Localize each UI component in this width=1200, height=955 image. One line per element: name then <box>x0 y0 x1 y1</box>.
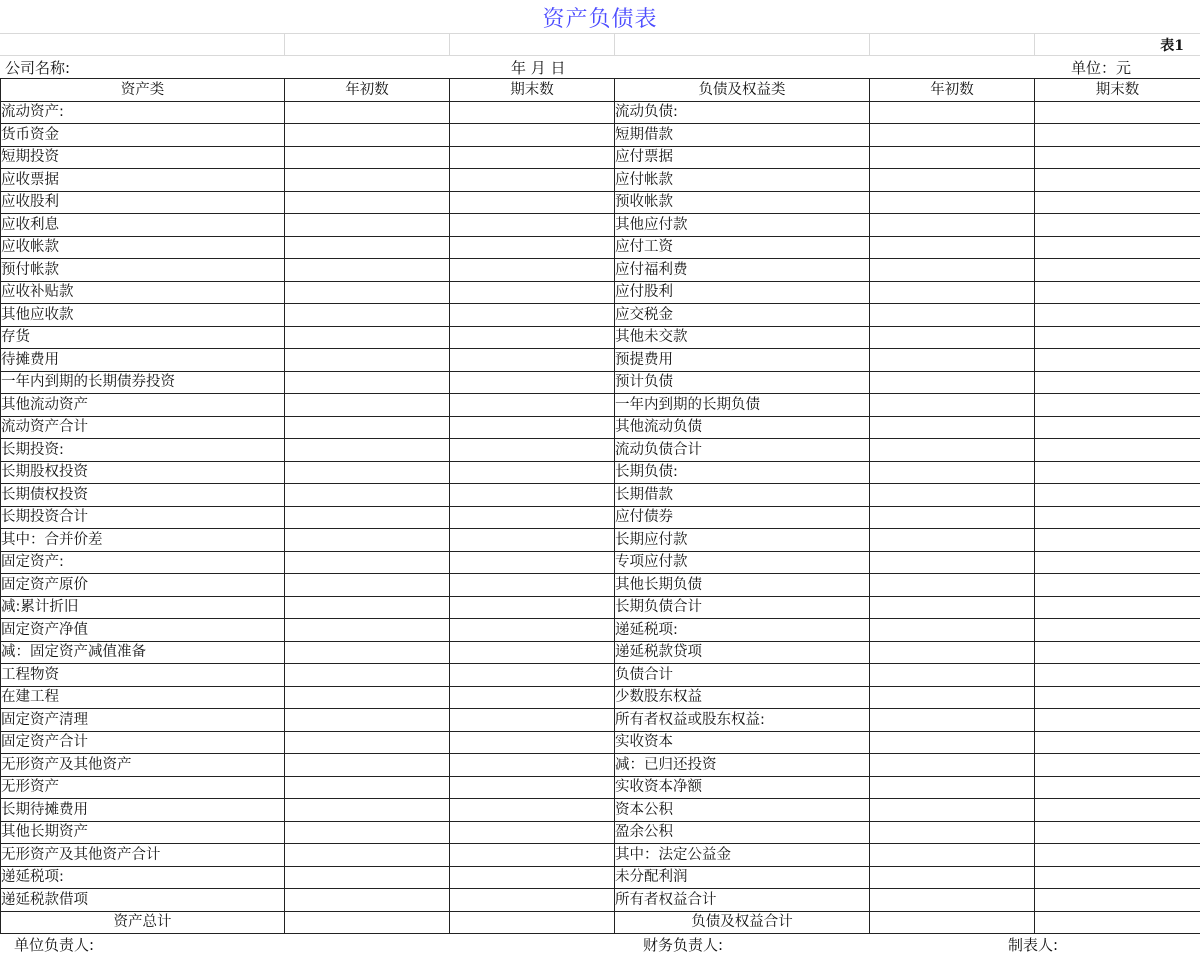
liability-begin-cell[interactable] <box>870 709 1035 732</box>
asset-begin-cell[interactable] <box>285 416 450 439</box>
table-row <box>1 529 1200 552</box>
asset-item-label: 递延税款借项 <box>1 889 285 912</box>
liability-item-label: 应付债券 <box>615 506 870 529</box>
liability-item-label: 其他流动负债 <box>615 416 870 439</box>
table-row <box>1 214 1200 237</box>
liability-item-label: 实收资本净额 <box>615 776 870 799</box>
liability-end-cell[interactable] <box>1035 866 1200 889</box>
table-number-row <box>0 33 1200 56</box>
asset-begin-cell[interactable] <box>285 349 450 372</box>
liability-end-cell[interactable] <box>1035 169 1200 192</box>
asset-begin-cell[interactable] <box>285 821 450 844</box>
liability-end-cell[interactable] <box>1035 371 1200 394</box>
liability-item-label: 应付帐款 <box>615 169 870 192</box>
asset-end-cell[interactable] <box>450 596 615 619</box>
liability-begin-cell[interactable] <box>870 439 1035 462</box>
asset-item-label: 长期投资合计 <box>1 506 285 529</box>
asset-end-cell[interactable] <box>450 371 615 394</box>
asset-end-cell[interactable] <box>450 866 615 889</box>
asset-item-label: 应收利息 <box>1 214 285 237</box>
header-liab-begin: 年初数 <box>870 79 1035 102</box>
liability-item-label: 减：已归还投资 <box>615 754 870 777</box>
asset-begin-cell[interactable] <box>285 776 450 799</box>
assets-total-end-cell[interactable] <box>450 911 615 934</box>
asset-item-label: 无形资产及其他资产合计 <box>1 844 285 867</box>
balance-sheet-table <box>0 78 1200 934</box>
liability-item-label: 实收资本 <box>615 731 870 754</box>
table-row <box>1 754 1200 777</box>
asset-item-label: 应收股利 <box>1 191 285 214</box>
liability-begin-cell[interactable] <box>870 641 1035 664</box>
asset-end-cell[interactable] <box>450 641 615 664</box>
liability-end-cell[interactable] <box>1035 551 1200 574</box>
asset-item-label: 其他长期资产 <box>1 821 285 844</box>
totals-row <box>1 911 1200 934</box>
table-row <box>1 776 1200 799</box>
asset-end-cell[interactable] <box>450 709 615 732</box>
table-row <box>1 596 1200 619</box>
liability-end-cell[interactable] <box>1035 754 1200 777</box>
table-row <box>1 416 1200 439</box>
table-row <box>1 259 1200 282</box>
asset-end-cell[interactable] <box>450 461 615 484</box>
asset-item-label: 固定资产净值 <box>1 619 285 642</box>
asset-item-label: 固定资产原价 <box>1 574 285 597</box>
table-row <box>1 326 1200 349</box>
asset-end-cell[interactable] <box>450 304 615 327</box>
liability-begin-cell[interactable] <box>870 799 1035 822</box>
liability-end-cell[interactable] <box>1035 664 1200 687</box>
liability-item-label: 其他应付款 <box>615 214 870 237</box>
liability-item-label: 长期负债: <box>615 461 870 484</box>
liability-end-cell[interactable] <box>1035 821 1200 844</box>
liability-item-label: 预收帐款 <box>615 191 870 214</box>
liability-end-cell[interactable] <box>1035 281 1200 304</box>
asset-begin-cell[interactable] <box>285 686 450 709</box>
liability-end-cell[interactable] <box>1035 731 1200 754</box>
liability-item-label: 其中：法定公益金 <box>615 844 870 867</box>
asset-item-label: 减:累计折旧 <box>1 596 285 619</box>
asset-begin-cell[interactable] <box>285 439 450 462</box>
liability-item-label: 长期负债合计 <box>615 596 870 619</box>
asset-item-label: 固定资产: <box>1 551 285 574</box>
asset-item-label: 长期投资: <box>1 439 285 462</box>
asset-begin-cell[interactable] <box>285 596 450 619</box>
table-row <box>1 304 1200 327</box>
asset-item-label: 应收票据 <box>1 169 285 192</box>
asset-item-label: 工程物资 <box>1 664 285 687</box>
asset-item-label: 其他应收款 <box>1 304 285 327</box>
asset-end-cell[interactable] <box>450 146 615 169</box>
asset-item-label: 流动资产: <box>1 101 285 124</box>
liability-begin-cell[interactable] <box>870 461 1035 484</box>
liability-begin-cell[interactable] <box>870 371 1035 394</box>
liability-end-cell[interactable] <box>1035 236 1200 259</box>
asset-begin-cell[interactable] <box>285 551 450 574</box>
asset-begin-cell[interactable] <box>285 101 450 124</box>
asset-item-label: 递延税项: <box>1 866 285 889</box>
table-row <box>1 101 1200 124</box>
asset-end-cell[interactable] <box>450 619 615 642</box>
liability-item-label: 流动负债: <box>615 101 870 124</box>
liability-begin-cell[interactable] <box>870 889 1035 912</box>
liability-end-cell[interactable] <box>1035 349 1200 372</box>
asset-begin-cell[interactable] <box>285 664 450 687</box>
asset-item-label: 长期债权投资 <box>1 484 285 507</box>
liability-begin-cell[interactable] <box>870 214 1035 237</box>
liability-item-label: 应交税金 <box>615 304 870 327</box>
table-row <box>1 371 1200 394</box>
asset-item-label: 固定资产清理 <box>1 709 285 732</box>
liab-total-begin-cell[interactable] <box>870 911 1035 934</box>
table-row <box>1 686 1200 709</box>
table-row <box>1 709 1200 732</box>
asset-item-label: 应收帐款 <box>1 236 285 259</box>
liability-begin-cell[interactable] <box>870 821 1035 844</box>
liability-end-cell[interactable] <box>1035 619 1200 642</box>
asset-begin-cell[interactable] <box>285 641 450 664</box>
asset-end-cell[interactable] <box>450 506 615 529</box>
asset-end-cell[interactable] <box>450 281 615 304</box>
asset-begin-cell[interactable] <box>285 484 450 507</box>
unit-label: 单位：元 <box>1071 59 1132 77</box>
asset-begin-cell[interactable] <box>285 844 450 867</box>
liability-end-cell[interactable] <box>1035 259 1200 282</box>
asset-end-cell[interactable] <box>450 416 615 439</box>
sheet-title: 资产负债表 <box>542 7 658 32</box>
liability-item-label: 递延税项: <box>615 619 870 642</box>
liability-begin-cell[interactable] <box>870 146 1035 169</box>
liability-end-cell[interactable] <box>1035 101 1200 124</box>
liability-end-cell[interactable] <box>1035 214 1200 237</box>
asset-item-label: 无形资产 <box>1 776 285 799</box>
asset-item-label: 长期待摊费用 <box>1 799 285 822</box>
liability-begin-cell[interactable] <box>870 281 1035 304</box>
liability-begin-cell[interactable] <box>870 686 1035 709</box>
asset-begin-cell[interactable] <box>285 754 450 777</box>
asset-begin-cell[interactable] <box>285 529 450 552</box>
header-assets-end: 期末数 <box>450 79 615 102</box>
liability-begin-cell[interactable] <box>870 169 1035 192</box>
liability-begin-cell[interactable] <box>870 259 1035 282</box>
table-row <box>1 866 1200 889</box>
asset-end-cell[interactable] <box>450 754 615 777</box>
asset-begin-cell[interactable] <box>285 394 450 417</box>
liability-end-cell[interactable] <box>1035 394 1200 417</box>
asset-end-cell[interactable] <box>450 349 615 372</box>
asset-end-cell[interactable] <box>450 439 615 462</box>
table-row <box>1 124 1200 147</box>
table-row <box>1 889 1200 912</box>
asset-begin-cell[interactable] <box>285 371 450 394</box>
asset-end-cell[interactable] <box>450 664 615 687</box>
liab-total-end-cell[interactable] <box>1035 911 1200 934</box>
liab-total-label: 负债及权益合计 <box>615 911 870 934</box>
liability-end-cell[interactable] <box>1035 799 1200 822</box>
asset-begin-cell[interactable] <box>285 731 450 754</box>
asset-begin-cell[interactable] <box>285 124 450 147</box>
asset-begin-cell[interactable] <box>285 326 450 349</box>
table-row <box>1 664 1200 687</box>
asset-begin-cell[interactable] <box>285 169 450 192</box>
liability-begin-cell[interactable] <box>870 529 1035 552</box>
header-assets: 资产类 <box>1 79 285 102</box>
company-name-label: 公司名称: <box>5 59 71 77</box>
liability-end-cell[interactable] <box>1035 461 1200 484</box>
table-row <box>1 821 1200 844</box>
assets-total-begin-cell[interactable] <box>285 911 450 934</box>
liability-item-label: 其他未交款 <box>615 326 870 349</box>
liability-end-cell[interactable] <box>1035 776 1200 799</box>
asset-item-label: 一年内到期的长期债券投资 <box>1 371 285 394</box>
asset-end-cell[interactable] <box>450 326 615 349</box>
table-row <box>1 731 1200 754</box>
liability-item-label: 少数股东权益 <box>615 686 870 709</box>
liability-end-cell[interactable] <box>1035 641 1200 664</box>
title-row <box>0 0 1200 34</box>
liability-end-cell[interactable] <box>1035 146 1200 169</box>
asset-item-label: 应收补贴款 <box>1 281 285 304</box>
asset-item-label: 预付帐款 <box>1 259 285 282</box>
assets-total-label: 资产总计 <box>1 911 285 934</box>
liability-item-label: 应付股利 <box>615 281 870 304</box>
asset-begin-cell[interactable] <box>285 619 450 642</box>
liability-item-label: 短期借款 <box>615 124 870 147</box>
liability-end-cell[interactable] <box>1035 484 1200 507</box>
liability-end-cell[interactable] <box>1035 506 1200 529</box>
liability-begin-cell[interactable] <box>870 551 1035 574</box>
table-number: 表1 <box>1160 38 1184 54</box>
asset-item-label: 短期投资 <box>1 146 285 169</box>
liability-begin-cell[interactable] <box>870 596 1035 619</box>
date-label: 年 月 日 <box>511 59 566 77</box>
asset-end-cell[interactable] <box>450 686 615 709</box>
liability-begin-cell[interactable] <box>870 664 1035 687</box>
asset-begin-cell[interactable] <box>285 259 450 282</box>
table-row <box>1 169 1200 192</box>
asset-end-cell[interactable] <box>450 484 615 507</box>
asset-item-label: 长期股权投资 <box>1 461 285 484</box>
asset-begin-cell[interactable] <box>285 709 450 732</box>
asset-end-cell[interactable] <box>450 821 615 844</box>
liability-begin-cell[interactable] <box>870 101 1035 124</box>
liability-item-label: 长期借款 <box>615 484 870 507</box>
liability-begin-cell[interactable] <box>870 191 1035 214</box>
table-row <box>1 844 1200 867</box>
asset-end-cell[interactable] <box>450 844 615 867</box>
liability-begin-cell[interactable] <box>870 754 1035 777</box>
liability-item-label: 盈余公积 <box>615 821 870 844</box>
table-row <box>1 349 1200 372</box>
liability-item-label: 所有者权益或股东权益: <box>615 709 870 732</box>
asset-end-cell[interactable] <box>450 574 615 597</box>
liability-item-label: 预提费用 <box>615 349 870 372</box>
asset-begin-cell[interactable] <box>285 214 450 237</box>
table-row <box>1 506 1200 529</box>
liability-begin-cell[interactable] <box>870 731 1035 754</box>
asset-end-cell[interactable] <box>450 394 615 417</box>
liability-begin-cell[interactable] <box>870 416 1035 439</box>
asset-begin-cell[interactable] <box>285 866 450 889</box>
liability-item-label: 应付工资 <box>615 236 870 259</box>
liability-begin-cell[interactable] <box>870 484 1035 507</box>
liability-end-cell[interactable] <box>1035 844 1200 867</box>
asset-begin-cell[interactable] <box>285 889 450 912</box>
table-row <box>1 461 1200 484</box>
asset-end-cell[interactable] <box>450 101 615 124</box>
header-assets-begin: 年初数 <box>285 79 450 102</box>
asset-begin-cell[interactable] <box>285 236 450 259</box>
liability-item-label: 资本公积 <box>615 799 870 822</box>
asset-item-label: 其中：合并价差 <box>1 529 285 552</box>
liability-item-label: 其他长期负债 <box>615 574 870 597</box>
liability-begin-cell[interactable] <box>870 506 1035 529</box>
asset-item-label: 其他流动资产 <box>1 394 285 417</box>
asset-begin-cell[interactable] <box>285 574 450 597</box>
asset-end-cell[interactable] <box>450 236 615 259</box>
liability-end-cell[interactable] <box>1035 709 1200 732</box>
liability-begin-cell[interactable] <box>870 619 1035 642</box>
liability-begin-cell[interactable] <box>870 124 1035 147</box>
asset-begin-cell[interactable] <box>285 799 450 822</box>
asset-item-label: 固定资产合计 <box>1 731 285 754</box>
table-row <box>1 394 1200 417</box>
table-row <box>1 619 1200 642</box>
liability-item-label: 负债合计 <box>615 664 870 687</box>
liability-end-cell[interactable] <box>1035 889 1200 912</box>
preparer-label: 制表人: <box>1008 936 1059 954</box>
header-row <box>1 79 1200 102</box>
asset-begin-cell[interactable] <box>285 461 450 484</box>
liability-end-cell[interactable] <box>1035 124 1200 147</box>
table-row <box>1 439 1200 462</box>
asset-item-label: 货币资金 <box>1 124 285 147</box>
liability-item-label: 流动负债合计 <box>615 439 870 462</box>
table-row <box>1 484 1200 507</box>
liability-end-cell[interactable] <box>1035 304 1200 327</box>
liability-begin-cell[interactable] <box>870 326 1035 349</box>
asset-end-cell[interactable] <box>450 551 615 574</box>
liability-begin-cell[interactable] <box>870 866 1035 889</box>
asset-item-label: 流动资产合计 <box>1 416 285 439</box>
asset-end-cell[interactable] <box>450 799 615 822</box>
table-row <box>1 191 1200 214</box>
liability-item-label: 应付票据 <box>615 146 870 169</box>
asset-item-label: 存货 <box>1 326 285 349</box>
liability-end-cell[interactable] <box>1035 416 1200 439</box>
asset-item-label: 待摊费用 <box>1 349 285 372</box>
liability-end-cell[interactable] <box>1035 326 1200 349</box>
finance-head-label: 财务负责人: <box>643 936 724 954</box>
table-row <box>1 641 1200 664</box>
liability-end-cell[interactable] <box>1035 439 1200 462</box>
asset-end-cell[interactable] <box>450 731 615 754</box>
asset-end-cell[interactable] <box>450 124 615 147</box>
liability-begin-cell[interactable] <box>870 844 1035 867</box>
asset-item-label: 无形资产及其他资产 <box>1 754 285 777</box>
liability-begin-cell[interactable] <box>870 349 1035 372</box>
asset-end-cell[interactable] <box>450 259 615 282</box>
table-row <box>1 236 1200 259</box>
liability-item-label: 预计负债 <box>615 371 870 394</box>
asset-end-cell[interactable] <box>450 529 615 552</box>
asset-end-cell[interactable] <box>450 169 615 192</box>
liability-end-cell[interactable] <box>1035 529 1200 552</box>
asset-begin-cell[interactable] <box>285 191 450 214</box>
liability-begin-cell[interactable] <box>870 394 1035 417</box>
liability-item-label: 专项应付款 <box>615 551 870 574</box>
liability-item-label: 一年内到期的长期负债 <box>615 394 870 417</box>
liability-end-cell[interactable] <box>1035 686 1200 709</box>
table-row <box>1 281 1200 304</box>
liability-begin-cell[interactable] <box>870 776 1035 799</box>
asset-begin-cell[interactable] <box>285 281 450 304</box>
asset-begin-cell[interactable] <box>285 146 450 169</box>
asset-end-cell[interactable] <box>450 214 615 237</box>
liability-item-label: 递延税款贷项 <box>615 641 870 664</box>
liability-end-cell[interactable] <box>1035 574 1200 597</box>
header-liabilities: 负债及权益类 <box>615 79 870 102</box>
header-liab-end: 期末数 <box>1035 79 1200 102</box>
table-row <box>1 799 1200 822</box>
liability-begin-cell[interactable] <box>870 574 1035 597</box>
asset-begin-cell[interactable] <box>285 304 450 327</box>
liability-begin-cell[interactable] <box>870 236 1035 259</box>
asset-item-label: 减：固定资产减值准备 <box>1 641 285 664</box>
liability-begin-cell[interactable] <box>870 304 1035 327</box>
table-row <box>1 551 1200 574</box>
asset-item-label: 在建工程 <box>1 686 285 709</box>
asset-end-cell[interactable] <box>450 191 615 214</box>
liability-item-label: 长期应付款 <box>615 529 870 552</box>
liability-item-label: 未分配利润 <box>615 866 870 889</box>
asset-end-cell[interactable] <box>450 889 615 912</box>
liability-item-label: 应付福利费 <box>615 259 870 282</box>
table-row <box>1 574 1200 597</box>
unit-head-label: 单位负责人: <box>14 936 95 954</box>
liability-end-cell[interactable] <box>1035 191 1200 214</box>
liability-end-cell[interactable] <box>1035 596 1200 619</box>
asset-end-cell[interactable] <box>450 776 615 799</box>
asset-begin-cell[interactable] <box>285 506 450 529</box>
table-row <box>1 146 1200 169</box>
liability-item-label: 所有者权益合计 <box>615 889 870 912</box>
